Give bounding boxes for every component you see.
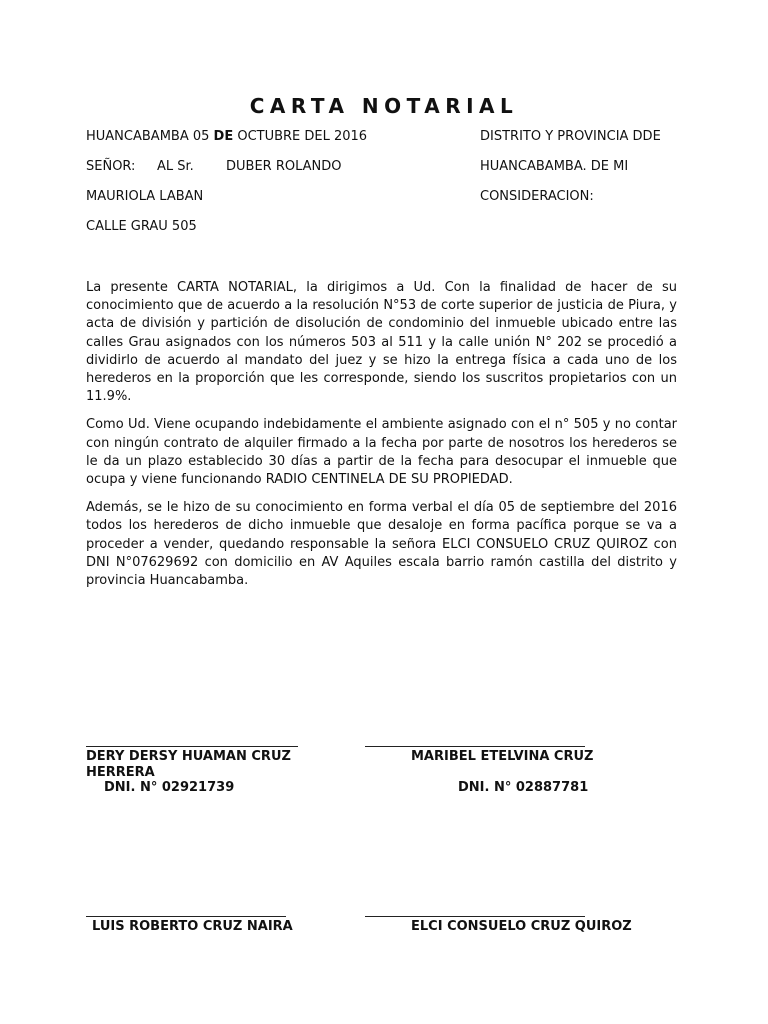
paragraph-1: La presente CARTA NOTARIAL, la dirigimos a Ud. Con la finalidad de hacer de su conocimiento que de acuerdo a la resolución N°53 de corte superior de justicia de Piura, y acta de división y partición de disolución de condominio del inmueble ubicado entre las calles Grau asignados con los números 503 al 511 y la calle unión N° 202 se procedió a dividirlo de acuerdo al mandato del juez y se hizo la entrega física a cada uno de los herederos en la proporción que les corresponde, siendo los suscritos propietarios con un 11.9%. [86,280,677,405]
recipient-title: AL Sr. [157,159,194,174]
header-right-line1: DISTRITO Y PROVINCIA DDE [480,129,661,144]
document-title: CARTA NOTARIAL [249,94,519,118]
recipient-address: CALLE GRAU 505 [86,219,197,234]
paragraph-3: Además, se le hizo de su conocimiento en forma verbal el día 05 de septiembre del 2016 todos los herederos de dicho inmueble que desaloje en forma pacífica porque se va a proceder a vender, quedando responsable la señora ELCI CONSUELO CRUZ QUIROZ con DNI N°07629692 con domicilio en AV Aquiles escala barrio ramón castilla del distrito y provincia Huancabamba. [86,500,677,589]
signer-3-name: LUIS ROBERTO CRUZ NAIRA [92,919,293,934]
signer-1-dni: DNI. N° 02921739 [104,780,235,795]
signer-2-dni: DNI. N° 02887781 [458,780,589,795]
signer-1-name-line1: DERY DERSY HUAMAN CRUZ [86,749,291,764]
signature-line-4 [365,916,585,917]
signature-line-2 [365,746,585,747]
recipient-name-line1: DUBER ROLANDO [226,159,342,174]
signer-1-name-line2: HERRERA [86,765,155,780]
letter-body [86,279,677,600]
date-text-pre: HUANCABAMBA 05 [86,129,214,144]
paragraph-2: Como Ud. Viene ocupando indebidamente el ambiente asignado con el n° 505 y no contar con ningún contrato de alquiler firmado a la fecha por parte de nosotros los herederos se le da un plazo establecido 30 días a partir de la fecha para desocupar el inmueble que ocupa y viene funcionando RADIO CENTINELA DE SU PROPIEDAD. [86,417,677,488]
recipient-label: SEÑOR: [86,159,136,174]
signer-4-name: ELCI CONSUELO CRUZ QUIROZ [411,919,632,934]
recipient-name-line2: MAURIOLA LABAN [86,189,204,204]
date-text-bold: DE [213,129,234,144]
signer-2-name: MARIBEL ETELVINA CRUZ [411,749,594,764]
header-right-line3: CONSIDERACION: [480,189,594,204]
date-line [86,129,367,144]
header-right-line2: HUANCABAMBA. DE MI [480,159,629,174]
date-text-post: OCTUBRE DEL 2016 [233,129,368,144]
signature-line-3 [86,916,286,917]
signature-line-1 [86,746,298,747]
